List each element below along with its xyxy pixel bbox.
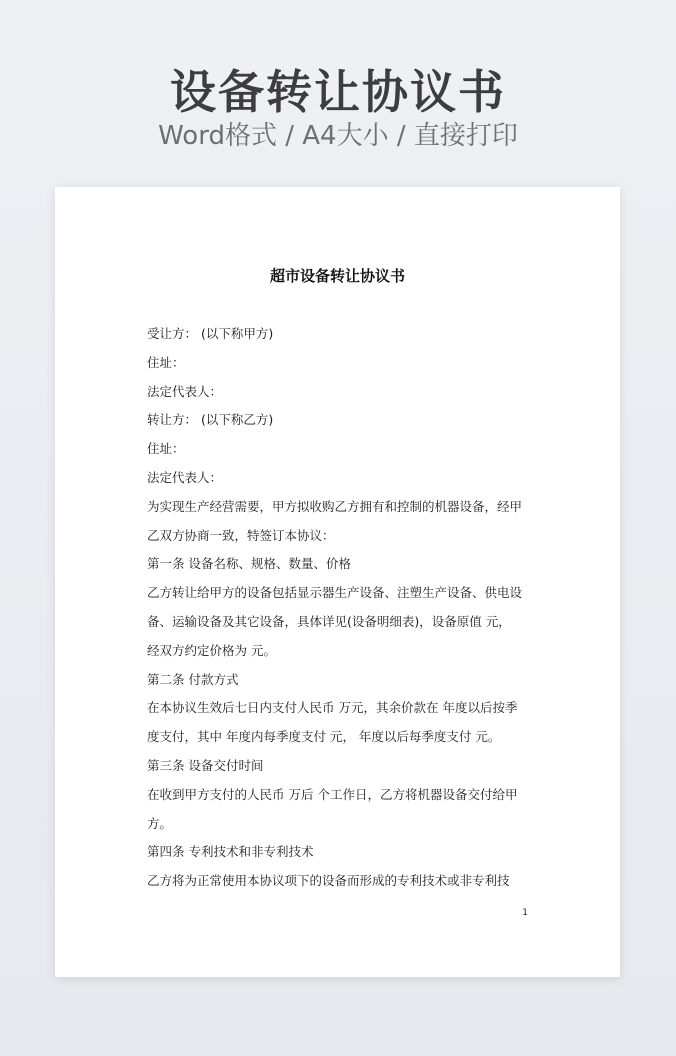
banner-title: 设备转让协议书 [170,65,506,119]
party-a-address: 住址： [147,354,185,370]
article-4-text: 乙方将为正常使用本协议项下的设备而形成的专利技术或非专利技 [147,873,510,889]
party-a-label: 受让方： (以下称甲方) [147,326,274,341]
article-4-heading: 第四条 专利技术和非专利技术 [147,844,314,860]
banner-subtitle: Word格式 / A4大小 / 直接打印 [158,121,518,151]
document-page [55,187,620,977]
party-b-label: 转让方： (以下称乙方) [147,412,274,428]
party-a-representative: 法定代表人： [147,383,223,399]
preamble-line: 为实现生产经营需要，甲方拟收购乙方拥有和控制的机器设备，经甲 [147,498,523,514]
article-2-text: 在本协议生效后七日内支付人民币 万元，其余价款在 年度以后按季 [147,700,518,716]
article-2-heading: 第二条 付款方式 [147,671,239,687]
article-2-text: 度支付，其中 年度内每季度支付 元， 年度以后每季度支付 元。 [147,729,501,745]
party-b-address: 住址： [147,441,185,457]
page-number: 1 [522,908,528,918]
article-3-heading: 第三条 设备交付时间 [147,757,264,773]
preamble-line: 乙双方协商一致，特签订本协议： [147,527,335,543]
document-body [147,320,531,896]
article-1-text: 备、运输设备及其它设备，具体详见(设备明细表)，设备原值 元， [147,613,511,629]
article-1-heading: 第一条 设备名称、规格、数量、价格 [147,556,351,572]
article-3-text: 方。 [147,815,173,831]
party-b-representative: 法定代表人： [147,469,223,485]
article-1-text: 经双方约定价格为 元。 [147,642,276,658]
document-title: 超市设备转让协议书 [269,267,405,285]
article-1-text: 乙方转让给甲方的设备包括显示器生产设备、注塑生产设备、供电设 [147,585,523,601]
article-3-text: 在收到甲方支付的人民币 万后 个工作日，乙方将机器设备交付给甲 [147,786,518,802]
